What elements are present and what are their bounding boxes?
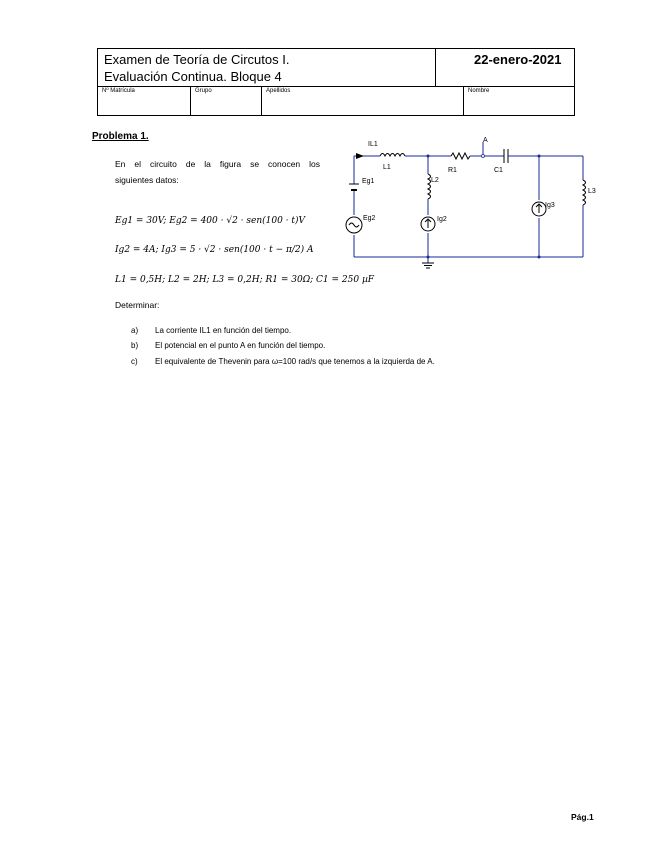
inductor-l1-symbol: [380, 154, 405, 157]
label-ig3: Ig3: [545, 202, 555, 209]
current-arrow-icon: [356, 153, 364, 159]
item-text: El potencial en el punto A en función del tiempo.: [155, 341, 326, 350]
label-a: A: [483, 137, 488, 144]
item-text: El equivalente de Thevenin para ω=100 rad/s que tenemos a la izquierda de A.: [155, 357, 435, 366]
circuit-diagram: [340, 130, 600, 275]
label-il1: IL1: [368, 141, 378, 148]
field-apellidos: Apellidos: [266, 88, 291, 94]
exam-header-table: [97, 48, 575, 116]
header-divider: [435, 49, 436, 86]
node-dot: [427, 155, 430, 158]
header-divider: [463, 86, 464, 116]
resistor-r1-symbol: [451, 153, 470, 159]
field-matricula: Nº Matrícula: [102, 88, 135, 94]
list-item: [131, 326, 291, 335]
item-marker: c): [131, 357, 138, 366]
label-l1: L1: [383, 164, 391, 171]
item-marker: b): [131, 341, 139, 350]
label-r1: R1: [448, 167, 457, 174]
node-dot: [427, 256, 430, 259]
intro-line-2: siguientes datos:: [115, 175, 179, 185]
question-list: [131, 326, 551, 376]
item-marker: a): [131, 326, 139, 335]
label-ig2: Ig2: [437, 216, 447, 223]
equation-sources-e: Eg1 = 30V; Eg2 = 400 · √2 · sen(100 · t)V: [115, 216, 306, 226]
list-item: [131, 341, 325, 350]
label-eg2: Eg2: [363, 215, 376, 222]
page-number: Pág.1: [571, 812, 594, 822]
label-eg1: Eg1: [362, 178, 375, 185]
exam-title-line1: Examen de Teoría de Circutos I.: [104, 52, 290, 67]
header-divider: [98, 86, 574, 87]
item-text: La corriente IL1 en función del tiempo.: [155, 326, 292, 335]
field-grupo: Grupo: [195, 88, 212, 94]
header-divider: [261, 86, 262, 116]
determine-label: Determinar:: [115, 300, 160, 310]
field-nombre: Nombre: [468, 88, 490, 94]
equation-sources-i: Ig2 = 4A; Ig3 = 5 · √2 · sen(100 · t − π/2) A: [115, 245, 314, 255]
header-divider: [190, 86, 191, 116]
label-l3: L3: [588, 188, 596, 195]
label-c1: C1: [494, 167, 503, 174]
problem-intro: [115, 156, 320, 188]
label-l2: L2: [431, 177, 439, 184]
node-dot: [538, 155, 541, 158]
problem-title: Problema 1.: [92, 131, 149, 142]
node-dot: [538, 256, 541, 259]
inductor-l3-symbol: [583, 180, 586, 205]
exam-date: 22-enero-2021: [474, 52, 562, 67]
exam-title-line2: Evaluación Continua. Bloque 4: [104, 69, 282, 84]
intro-line-1: En el circuito de la figura se conocen los: [115, 159, 320, 169]
equation-components: L1 = 0,5H; L2 = 2H; L3 = 0,2H; R1 = 30Ω; C1 = 250 µF: [115, 275, 375, 285]
node-dot: [482, 155, 485, 158]
list-item: [131, 357, 435, 366]
